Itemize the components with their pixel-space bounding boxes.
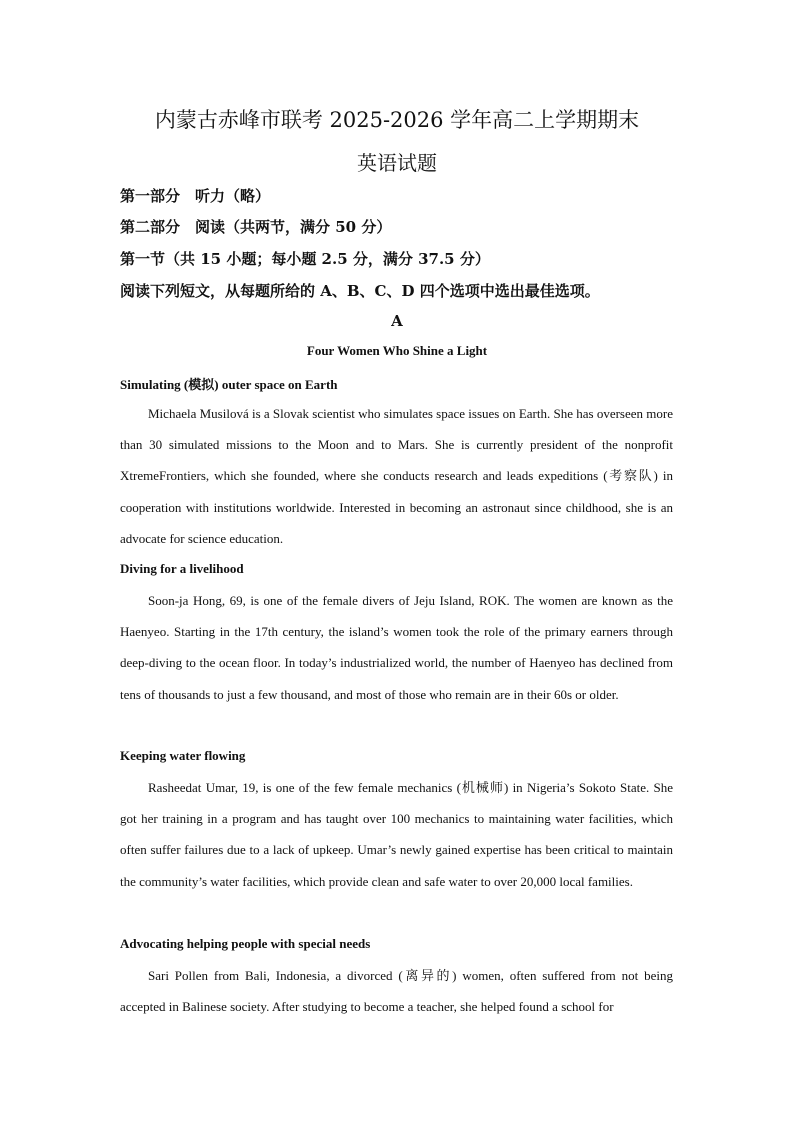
section-paragraph: Sari Pollen from Bali, Indonesia, a divorced (离异的) women, often suffered from not being accepted in Balinese society. After studying to become a teacher, she helped found a school for: [120, 968, 673, 1015]
section-paragraph: Rasheedat Umar, 19, is one of the few female mechanics (机械师) in Nigeria’s Sokoto State. She got her training in a program and has taught over 100 mechanics to maintaining water facilities, which often suffer failures due to a lack of upkeep. Umar’s newly gained expertise has been critical to maintain the community’s water facilities, which provide clean and safe water to over 20,000 local families.: [120, 780, 673, 889]
section-heading: Simulating (模拟) outer space on Earth: [120, 377, 338, 392]
directions-text: 阅读下列短文，从每题所给的 A、B、C、D 四个选项中选出最佳选项。: [120, 282, 600, 300]
exam-title: 内蒙古赤峰市联考 2025-2026 学年高二上学期期末: [154, 108, 640, 132]
section-paragraph: Michaela Musilová is a Slovak scientist who simulates space issues on Earth. She has overseen more than 30 simulated missions to the Moon and to Mars. She is currently president of the nonprofit XtremeFrontiers, which she founded, where she conducts research and leads expeditions (考察队) in cooperation with institutions worldwide. Interested in becoming an astronaut since childhood, she is an advocate for science education.: [120, 406, 673, 546]
section-paragraph: Soon-ja Hong, 69, is one of the female divers of Jeju Island, ROK. The women are known as the Haenyeo. Starting in the 17th century, the island’s women took the role of the primary earners through deep-diving to the ocean floor. In today’s industrialized world, the number of Haenyeo has declined from tens of thousands to just a few thousand, and most of those who remain are in their 60s or older.: [120, 593, 673, 702]
section-heading: Keeping water flowing: [120, 748, 246, 763]
part2-heading: 第二部分 阅读（共两节，满分 50 分）: [120, 218, 392, 236]
passage-letter: A: [391, 312, 403, 330]
section-heading: Advocating helping people with special needs: [120, 936, 371, 951]
exam-subtitle: 英语试题: [357, 151, 437, 175]
section1-heading: 第一节（共 15 小题；每小题 2.5 分，满分 37.5 分）: [120, 250, 490, 268]
section-heading: Diving for a livelihood: [120, 561, 244, 576]
part1-heading: 第一部分 听力（略）: [120, 187, 271, 205]
passage-title: Four Women Who Shine a Light: [306, 343, 488, 358]
